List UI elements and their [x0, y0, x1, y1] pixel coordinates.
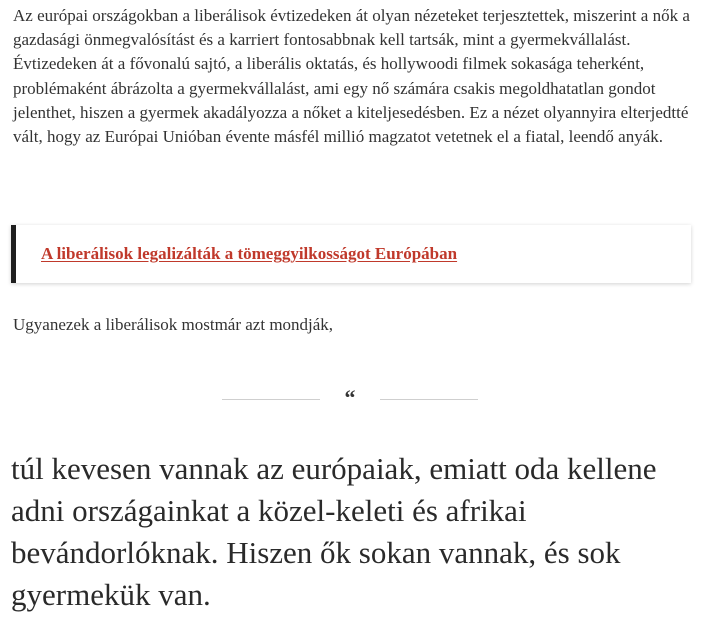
- related-article-box: [11, 225, 691, 283]
- pull-quote: túl kevesen vannak az európaiak, emiatt oda kellene adni országainkat a közel-keleti és afrikai bevándorlóknak. Hiszen ők sokan vannak, és sok gyermekük van.: [11, 451, 657, 612]
- divider-rule-right: [380, 399, 478, 400]
- related-article-link[interactable]: A liberálisok legalizálták a tömeggyilkosságot Európában: [41, 244, 458, 263]
- article-paragraph: Az európai országokban a liberálisok évtizedeken át olyan nézeteket terjesztettek, miszerint a nők a gazdasági önmegvalósítást és a karriert fontosabbnak kell tartsák, mint a gyermekvállalást. Évtizedeken át a fővonalú sajtó, a liberális oktatás, és hollywoodi filmek sokasága teherként, problémaként ábrázolta a gyermekvállalást, ami egy nő számára csakis megoldhatatlan gondot jelenthet, hiszen a gyermek akadályozza a nőket a kiteljesedésben. Ez a nézet olyannyira elterjedtté vált, hogy az Európai Unióban évente másfél millió magzatot vetetnek el a fiatal, leendő anyák.: [13, 6, 690, 147]
- quote-mark-icon: “: [344, 385, 356, 410]
- article-paragraph-lead-in: Ugyanezek a liberálisok mostmár azt mondják,: [13, 315, 334, 334]
- quote-divider: [222, 385, 478, 412]
